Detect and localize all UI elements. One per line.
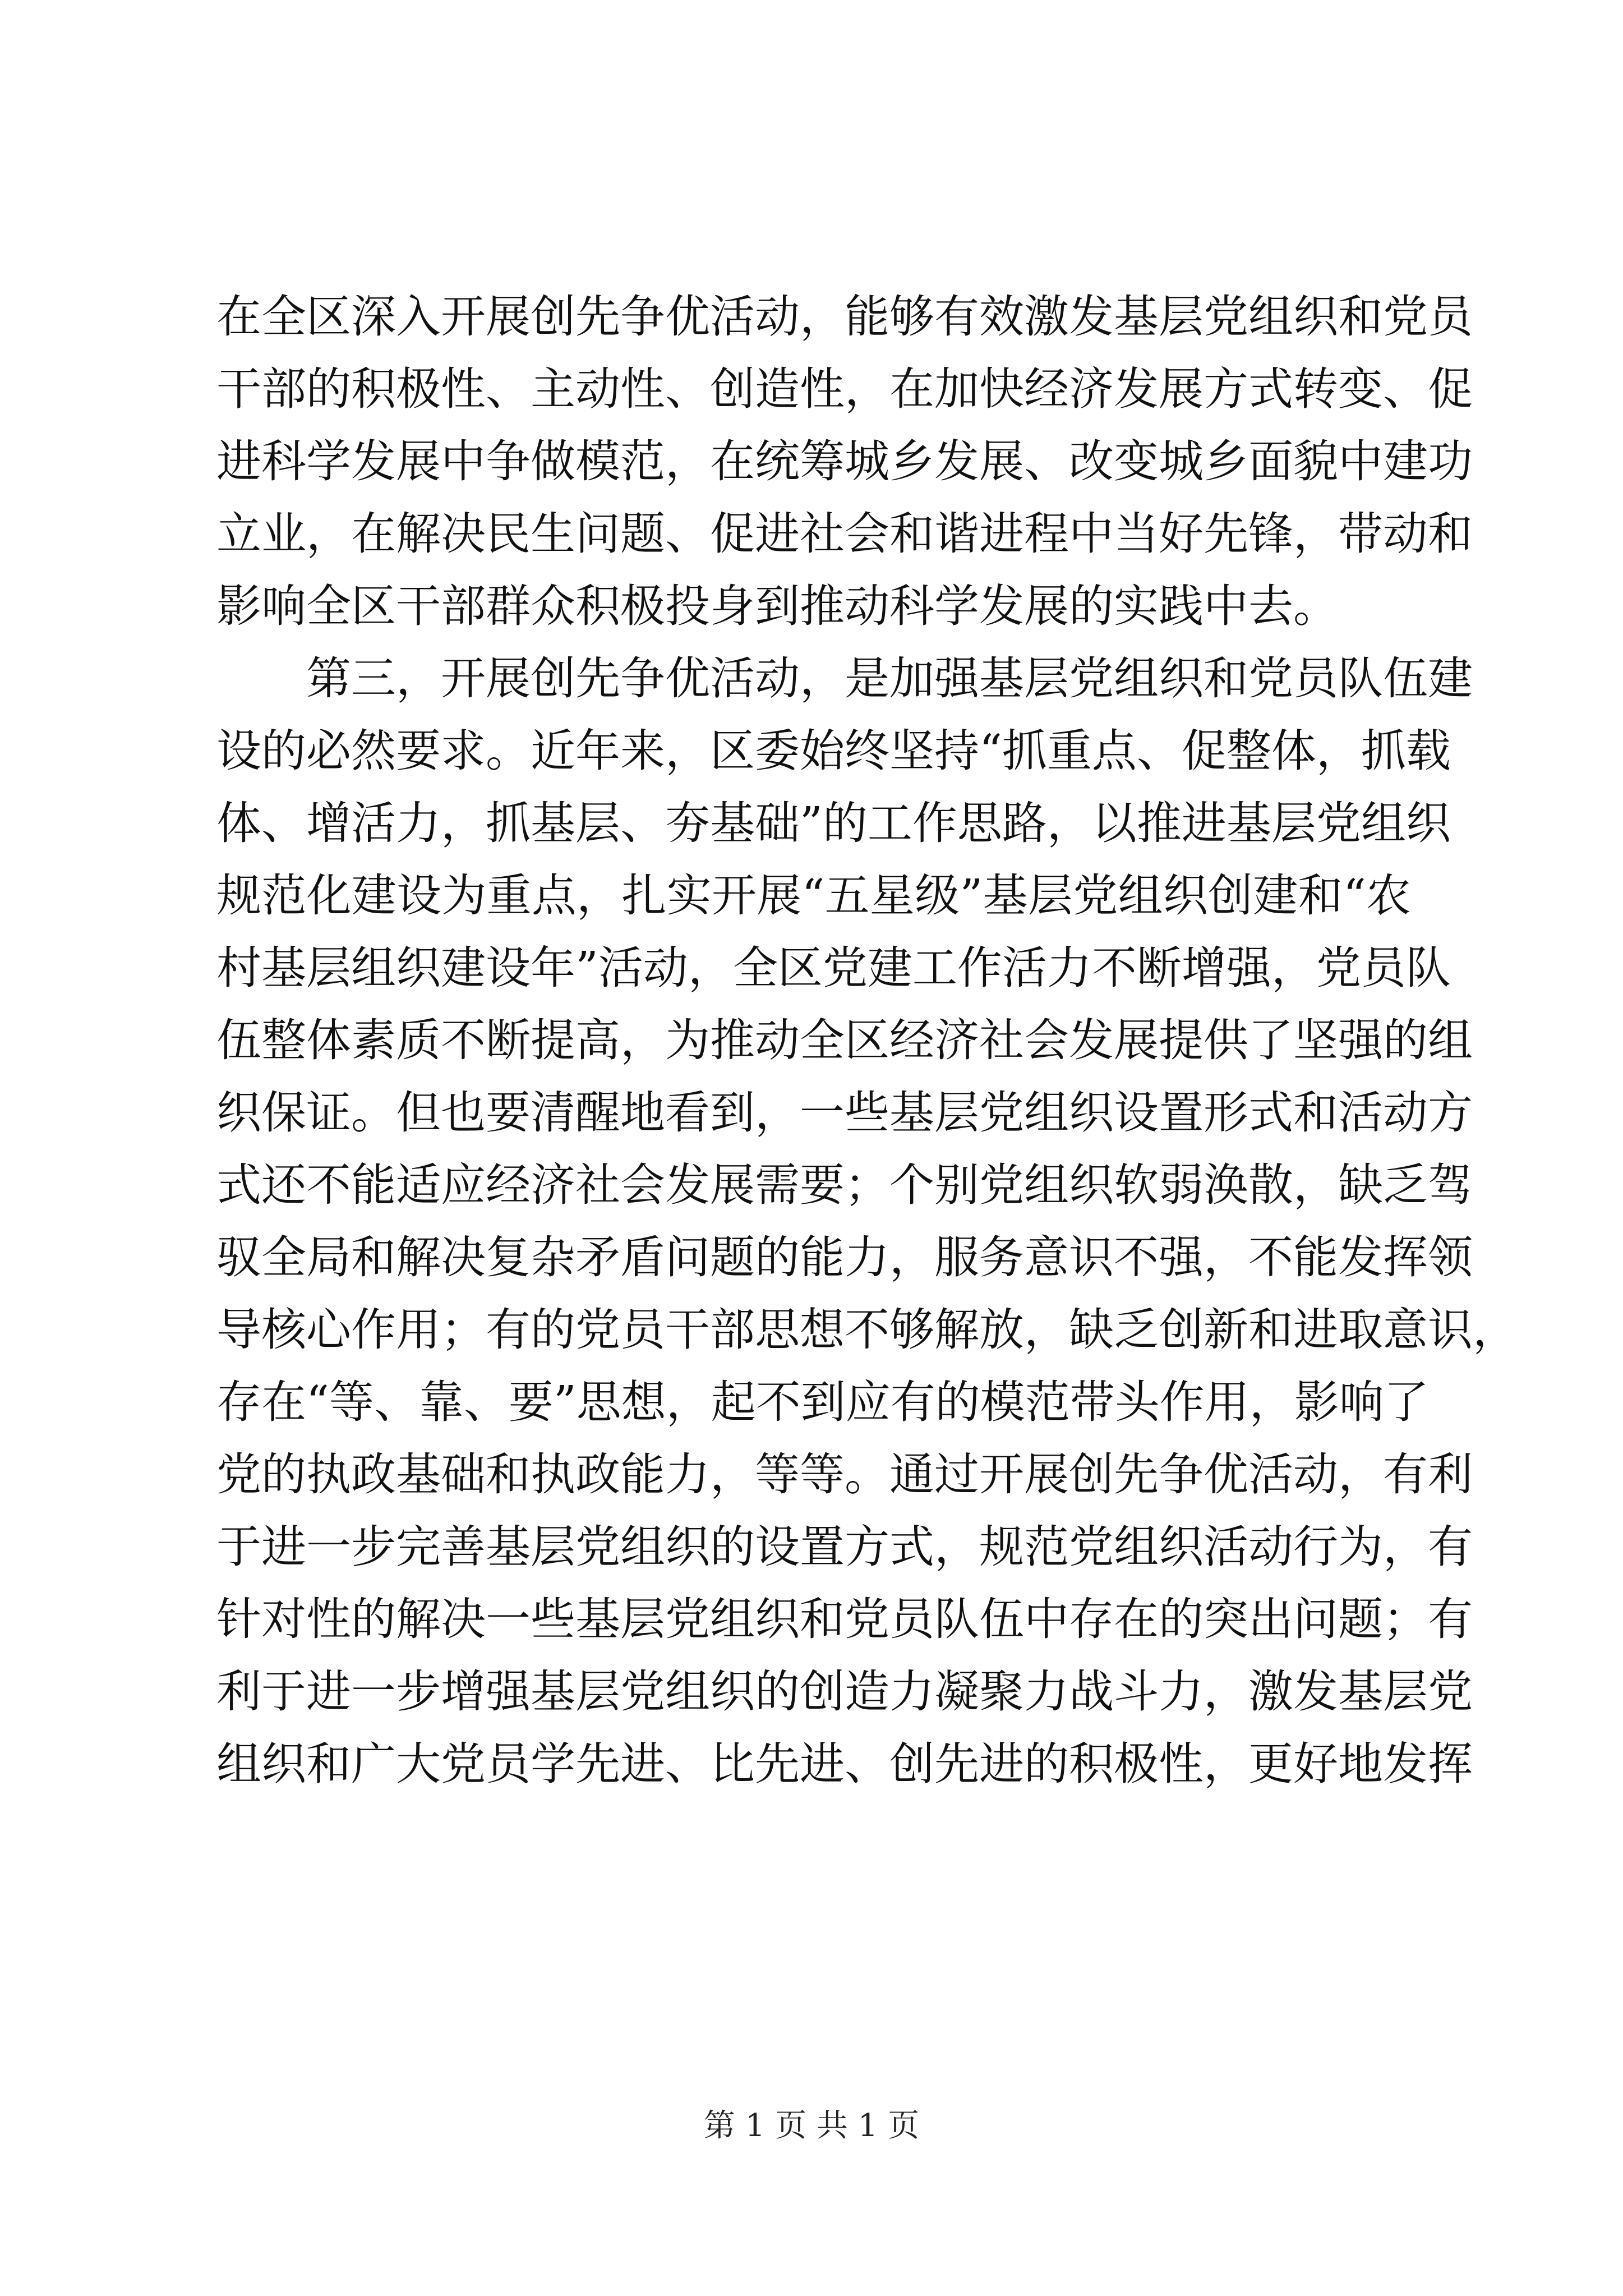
text-line: 织保证。但也要清醒地看到，一些基层党组织设置形式和活动方 [216, 1087, 1473, 1139]
text-line: 针对性的解决一些基层党组织和党员队伍中存在的突出问题；有 [216, 1593, 1473, 1645]
text-line: 设的必然要求。近年来，区委始终坚持“抓重点、促整体，抓载 [216, 725, 1451, 777]
text-line: 第三，开展创先争优活动，是加强基层党组织和党员队伍建 [216, 652, 1473, 705]
text-line: 存在“等、靠、要”思想，起不到应有的模范带头作用，影响了 [216, 1376, 1429, 1428]
text-line: 驭全局和解决复杂矛盾问题的能力，服务意识不强，不能发挥领 [216, 1231, 1473, 1283]
text-line: 式还不能适应经济社会发展需要；个别党组织软弱涣散，缺乏驾 [216, 1159, 1473, 1211]
text-line: 村基层组织建设年”活动，全区党建工作活力不断增强，党员队 [216, 942, 1451, 994]
page-footer: 第 1 页 共 1 页 [703, 2108, 920, 2144]
text-line: 组织和广大党员学先进、比先进、创先进的积极性，更好地发挥 [216, 1738, 1473, 1790]
text-line: 规范化建设为重点，扎实开展“五星级”基层党组织创建和“农 [216, 869, 1411, 922]
text-line: 体、增活力，抓基层、夯基础”的工作思路，以推进基层党组织 [216, 797, 1451, 849]
text-line: 于进一步完善基层党组织的设置方式，规范党组织活动行为，有 [216, 1521, 1473, 1573]
text-line: 导核心作用；有的党员干部思想不够解放，缺乏创新和进取意识， [216, 1304, 1518, 1356]
text-line: 干部的积极性、主动性、创造性，在加快经济发展方式转变、促 [216, 363, 1473, 415]
body-text [216, 280, 1518, 1800]
text-line: 立业，在解决民生问题、促进社会和谐进程中当好先锋，带动和 [216, 508, 1473, 560]
text-line: 利于进一步增强基层党组织的创造力凝聚力战斗力，激发基层党 [216, 1665, 1473, 1718]
text-line: 在全区深入开展创先争优活动，能够有效激发基层党组织和党员 [216, 291, 1473, 343]
text-line: 进科学发展中争做模范，在统筹城乡发展、改变城乡面貌中建功 [216, 435, 1473, 487]
text-line: 党的执政基础和执政能力，等等。通过开展创先争优活动，有利 [216, 1448, 1473, 1501]
text-line: 影响全区干部群众积极投身到推动科学发展的实践中去。 [216, 580, 1338, 632]
text-line: 伍整体素质不断提高，为推动全区经济社会发展提供了坚强的组 [216, 1014, 1473, 1066]
